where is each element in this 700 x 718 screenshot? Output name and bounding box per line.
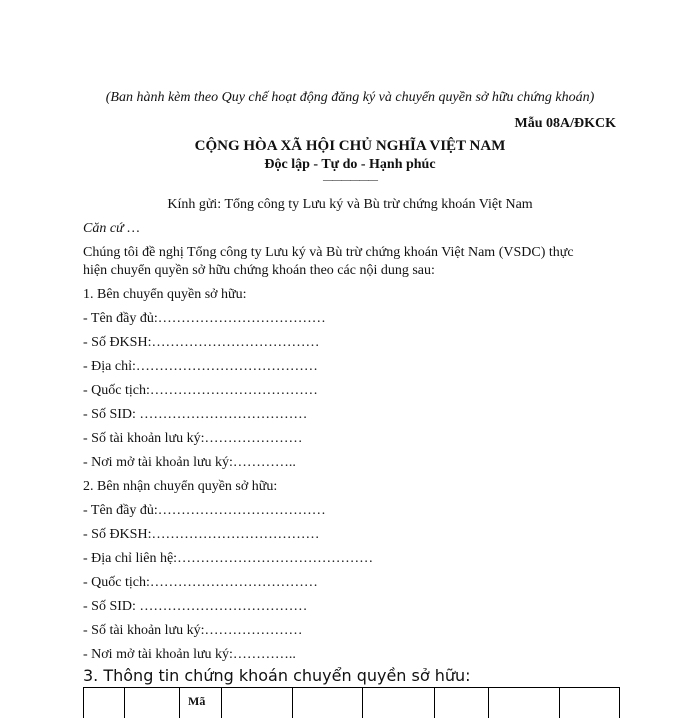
section1-field-address: - Địa chỉ:………………………………… <box>83 359 318 374</box>
form-code: Mẫu 08A/ĐKCK <box>514 116 616 131</box>
section1-field-dksh: - Số ĐKSH:……………………………… <box>83 335 320 350</box>
table-column-divider <box>488 688 489 718</box>
section1-title: 1. Bên chuyển quyền sở hữu: <box>83 287 247 302</box>
table-column-divider <box>362 688 363 718</box>
addressee-line: Kính gửi: Tổng công ty Lưu ký và Bù trừ chứng khoán Việt Nam <box>167 197 533 212</box>
request-line-2: hiện chuyển quyền sở hữu chứng khoán theo các nội dung sau: <box>83 263 435 278</box>
securities-table <box>83 687 620 718</box>
table-column-divider <box>221 688 222 718</box>
country-heading: CỘNG HÒA XÃ HỘI CHỦ NGHĨA VIỆT NAM <box>194 138 506 154</box>
section1-field-account-place: - Nơi mở tài khoản lưu ký:………….. <box>83 455 296 470</box>
motto-heading: Độc lập - Tự do - Hạnh phúc <box>264 157 436 172</box>
table-column-divider <box>124 688 125 718</box>
table-header-fragment: Mã <box>188 694 206 708</box>
section1-field-fullname: - Tên đầy đủ:……………………………… <box>83 311 326 326</box>
table-column-divider <box>179 688 180 718</box>
section3-title: 3. Thông tin chứng khoán chuyển quyền sở hữu: <box>83 666 471 685</box>
basis-line: Căn cứ … <box>83 221 140 236</box>
table-column-divider <box>559 688 560 718</box>
section1-field-account: - Số tài khoản lưu ký:………………… <box>83 431 303 446</box>
heading-divider: —————— <box>323 175 377 186</box>
section1-field-nationality: - Quốc tịch:……………………………… <box>83 383 318 398</box>
section2-field-dksh: - Số ĐKSH:……………………………… <box>83 527 320 542</box>
section2-field-sid: - Số SID: ……………………………… <box>83 599 308 614</box>
section2-field-nationality: - Quốc tịch:……………………………… <box>83 575 318 590</box>
table-column-divider <box>292 688 293 718</box>
request-line-1: Chúng tôi đề nghị Tổng công ty Lưu ký và Bù trừ chứng khoán Việt Nam (VSDC) thực <box>83 245 574 260</box>
section2-field-fullname: - Tên đầy đủ:……………………………… <box>83 503 326 518</box>
section2-field-account-place: - Nơi mở tài khoản lưu ký:………….. <box>83 647 296 662</box>
section2-field-account: - Số tài khoản lưu ký:………………… <box>83 623 303 638</box>
table-column-divider <box>434 688 435 718</box>
section2-field-address: - Địa chỉ liên hệ:…………………………………… <box>83 551 374 566</box>
section2-title: 2. Bên nhận chuyển quyền sở hữu: <box>83 479 278 494</box>
section1-field-sid: - Số SID: ……………………………… <box>83 407 308 422</box>
intro-note: (Ban hành kèm theo Quy chế hoạt động đăng ký và chuyển quyền sở hữu chứng khoán) <box>105 90 595 105</box>
